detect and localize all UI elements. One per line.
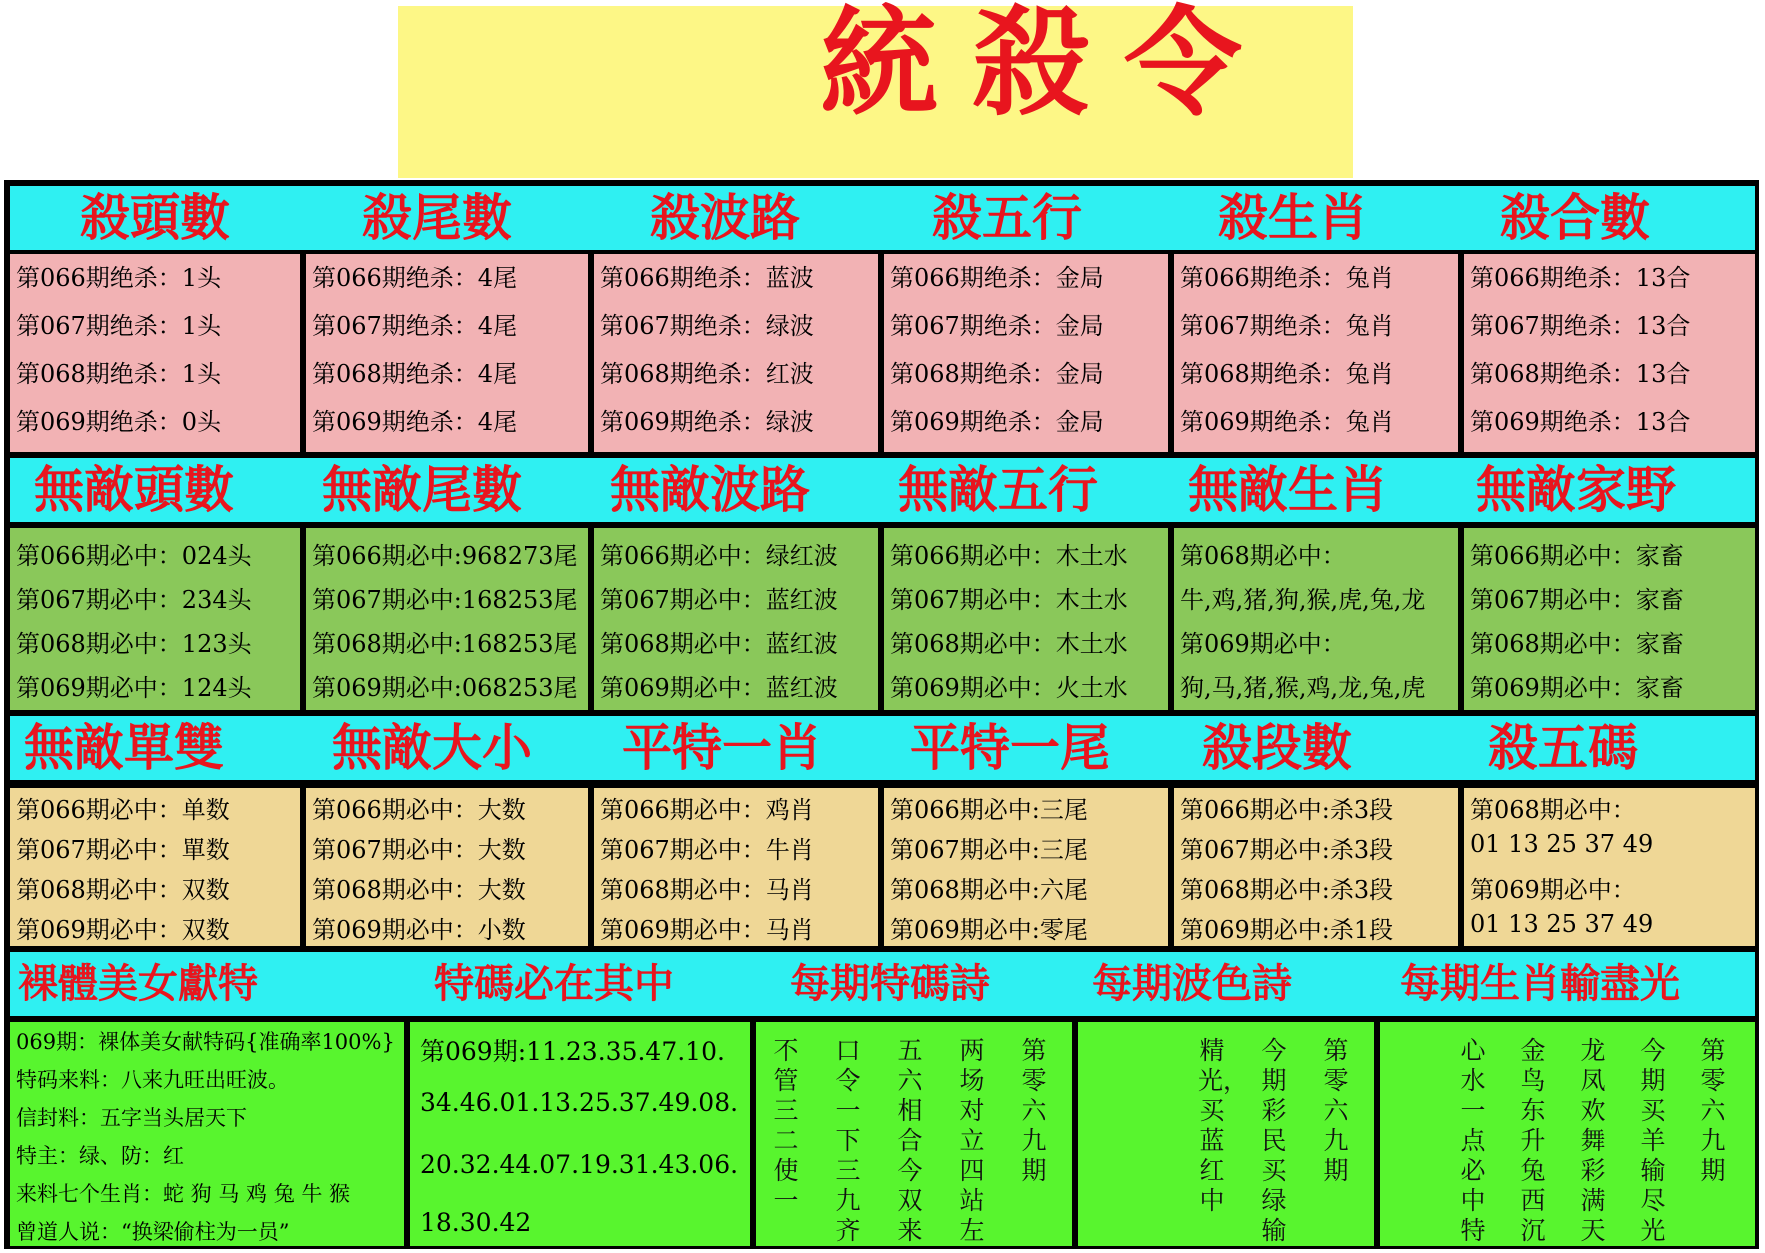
- entry-line: 第069期绝杀：兔肖: [1180, 408, 1394, 436]
- row1-header: [10, 186, 1755, 250]
- numbers-line: 18.30.42: [420, 1208, 532, 1237]
- beauty-panel: [10, 1022, 404, 1246]
- entry-line: 第069期必中：小数: [312, 916, 526, 944]
- numbers-line: 34.46.01.13.25.37.49.08.: [420, 1088, 739, 1117]
- beauty-line: 069期：裸体美女献特码{准确率100%}: [16, 1030, 395, 1054]
- entry-line: 第069期必中：: [1470, 876, 1636, 904]
- header-zodiac-poem: 每期生肖輸盡光: [1400, 961, 1680, 1007]
- header-kill-element: 殺五行: [932, 189, 1082, 247]
- big-small-cell: [306, 788, 588, 946]
- entry-line: 第069期必中：火土水: [890, 674, 1128, 702]
- poem-column: 五六相合今双来: [897, 1036, 923, 1245]
- entry-line: 第066期必中：木土水: [890, 542, 1128, 570]
- entry-line: 第067期必中：木土水: [890, 586, 1128, 614]
- entry-line: 第068期必中：双数: [16, 876, 230, 904]
- entry-line: 第068期必中：: [1180, 542, 1346, 570]
- header-tail: 無敵尾數: [322, 461, 522, 519]
- poem-column: 金鸟东升兔西沉: [1520, 1036, 1546, 1245]
- entry-line: 第066期必中：大数: [312, 796, 526, 824]
- entry-line: 第067期绝杀：1头: [16, 312, 222, 340]
- kill-sum-cell: [1464, 254, 1755, 452]
- header-zodiac: 無敵生肖: [1188, 461, 1388, 519]
- entry-line: 第066期绝杀：1头: [16, 264, 222, 292]
- entry-line: 第067期必中:杀3段: [1180, 836, 1394, 864]
- beauty-line: 特主：绿、防：红: [16, 1144, 184, 1168]
- page-title: 統殺令: [820, 0, 1277, 132]
- entry-line: 第067期必中：蓝红波: [600, 586, 838, 614]
- beauty-line: 特码来料：八来九旺出旺波。: [16, 1068, 289, 1092]
- entry-line: 第066期绝杀：兔肖: [1180, 264, 1394, 292]
- header-head: 無敵頭數: [34, 461, 234, 519]
- wave-poem-panel: [1078, 1022, 1374, 1246]
- entry-line: 第069期绝杀：0头: [16, 408, 222, 436]
- head-cell: [10, 528, 300, 710]
- entry-line: 第067期必中：牛肖: [600, 836, 814, 864]
- header-flat-tail: 平特一尾: [910, 719, 1110, 777]
- entry-line: 第069期必中：蓝红波: [600, 674, 838, 702]
- entry-line: 第066期绝杀：4尾: [312, 264, 518, 292]
- entry-line: 第068期绝杀：13合: [1470, 360, 1691, 388]
- entry-line: 第068期绝杀：红波: [600, 360, 814, 388]
- poem-column: 两场对立四站左: [959, 1036, 985, 1245]
- odd-even-cell: [10, 788, 300, 946]
- numbers-line: 20.32.44.07.19.31.43.06.: [420, 1150, 739, 1179]
- kill-zodiac-cell: [1174, 254, 1458, 452]
- element-cell: [884, 528, 1168, 710]
- entry-line: 第067期必中:三尾: [890, 836, 1088, 864]
- entry-line: 第066期绝杀：13合: [1470, 264, 1691, 292]
- entry-line: 第067期绝杀：绿波: [600, 312, 814, 340]
- entry-line: 第067期绝杀：4尾: [312, 312, 518, 340]
- entry-line: 01 13 25 37 49: [1470, 910, 1654, 938]
- numbers-line: 第069期:11.23.35.47.10.: [420, 1037, 725, 1066]
- kill-head-cell: [10, 254, 300, 452]
- entry-line: 第067期绝杀：兔肖: [1180, 312, 1394, 340]
- header-kill-head: 殺頭數: [80, 189, 230, 247]
- entry-line: 第067期绝杀：金局: [890, 312, 1104, 340]
- poem-column: 口令一下三九齐: [835, 1036, 861, 1245]
- poem-column: 第零六九期: [1700, 1036, 1726, 1185]
- entry-line: 第066期必中：024头: [16, 542, 252, 570]
- beauty-line: 曾道人说：“换梁偷柱为一员”: [16, 1220, 290, 1244]
- entry-line: 第069期必中:杀1段: [1180, 916, 1394, 944]
- entry-line: 第068期绝杀：金局: [890, 360, 1104, 388]
- wave-cell: [594, 528, 878, 710]
- header-beauty: 裸體美女獻特: [18, 961, 258, 1007]
- entry-line: 第069期绝杀：金局: [890, 408, 1104, 436]
- entry-line: 第069期必中：马肖: [600, 916, 814, 944]
- tail-cell: [306, 528, 588, 710]
- kill-element-cell: [884, 254, 1168, 452]
- entry-line: 第067期必中：單数: [16, 836, 230, 864]
- entry-line: 第066期必中：单数: [16, 796, 230, 824]
- header-kill-sum: 殺合數: [1500, 189, 1650, 247]
- entry-line: 第066期必中:三尾: [890, 796, 1088, 824]
- kill-tail-cell: [306, 254, 588, 452]
- entry-line: 01 13 25 37 49: [1470, 830, 1654, 858]
- header-kill-zodiac: 殺生肖: [1218, 189, 1368, 247]
- domestic-wild-cell: [1464, 528, 1755, 710]
- header-wave-poem: 每期波色詩: [1092, 961, 1292, 1007]
- entry-line: 第068期必中：马肖: [600, 876, 814, 904]
- entry-line: 第066期必中：鸡肖: [600, 796, 814, 824]
- poem-column: 今期彩民买绿输: [1261, 1036, 1287, 1245]
- header-kill-wave: 殺波路: [650, 189, 800, 247]
- entry-line: 第068期必中：123头: [16, 630, 252, 658]
- entry-line: 第069期必中：: [1180, 630, 1346, 658]
- entry-line: 第069期绝杀：13合: [1470, 408, 1691, 436]
- beauty-line: 来料七个生肖：蛇 狗 马 鸡 兔 牛 猴: [16, 1182, 351, 1206]
- poem-column: 精光，买蓝红中: [1198, 1036, 1249, 1215]
- header-numbers: 特碼必在其中: [434, 961, 674, 1007]
- entry-line: 第067期必中：大数: [312, 836, 526, 864]
- entry-line: 第068期绝杀：1头: [16, 360, 222, 388]
- kill-section-cell: [1174, 788, 1458, 946]
- entry-line: 第066期必中：家畜: [1470, 542, 1684, 570]
- entry-line: 第067期绝杀：13合: [1470, 312, 1691, 340]
- entry-line: 第068期绝杀：兔肖: [1180, 360, 1394, 388]
- header-wave: 無敵波路: [610, 461, 810, 519]
- entry-line: 第066期绝杀：蓝波: [600, 264, 814, 292]
- header-kill-section: 殺段數: [1202, 719, 1352, 777]
- kill-wave-cell: [594, 254, 878, 452]
- header-flat-zodiac: 平特一肖: [622, 719, 822, 777]
- entry-line: 第066期必中:968273尾: [312, 542, 578, 570]
- entry-line: 第068期必中：木土水: [890, 630, 1128, 658]
- poem-column: 心水一点必中特: [1460, 1036, 1486, 1245]
- entry-line: 狗,马,猪,猴,鸡,龙,兔,虎: [1180, 674, 1426, 702]
- entry-line: 第069期必中：双数: [16, 916, 230, 944]
- entry-line: 第066期绝杀：金局: [890, 264, 1104, 292]
- entry-line: 第069期必中:068253尾: [312, 674, 578, 702]
- poem-column: 龙凤欢舞彩满天: [1580, 1036, 1606, 1245]
- row2-header: [10, 458, 1755, 522]
- entry-line: 第067期必中：家畜: [1470, 586, 1684, 614]
- entry-line: 第068期必中：: [1470, 796, 1636, 824]
- zodiac-poem-panel: [1380, 1022, 1755, 1246]
- poem-column: 第零六九期: [1323, 1036, 1349, 1185]
- row3-header: [10, 716, 1755, 780]
- zodiac-cell: [1174, 528, 1458, 710]
- number-poem-panel: [756, 1022, 1072, 1246]
- entry-line: 牛,鸡,猪,狗,猴,虎,兔,龙: [1180, 586, 1426, 614]
- entry-line: 第069期必中：家畜: [1470, 674, 1684, 702]
- entry-line: 第066期必中：绿红波: [600, 542, 838, 570]
- poem-column: 不管三二使一: [773, 1036, 799, 1215]
- entry-line: 第069期必中：124头: [16, 674, 252, 702]
- entry-line: 第068期绝杀：4尾: [312, 360, 518, 388]
- row4-header: [10, 952, 1755, 1016]
- header-big-small: 無敵大小: [332, 719, 532, 777]
- header-kill-five: 殺五碼: [1488, 719, 1638, 777]
- entry-line: 第068期必中：家畜: [1470, 630, 1684, 658]
- entry-line: 第068期必中:六尾: [890, 876, 1088, 904]
- header-element: 無敵五行: [898, 461, 1098, 519]
- beauty-line: 信封料：五字当头居天下: [16, 1106, 247, 1130]
- entry-line: 第069期绝杀：绿波: [600, 408, 814, 436]
- entry-line: 第069期必中:零尾: [890, 916, 1088, 944]
- numbers-panel: [410, 1022, 750, 1246]
- header-number-poem: 每期特碼詩: [790, 961, 990, 1007]
- entry-line: 第068期必中：蓝红波: [600, 630, 838, 658]
- entry-line: 第067期必中：234头: [16, 586, 252, 614]
- header-odd-even: 無敵單雙: [24, 719, 224, 777]
- header-domestic-wild: 無敵家野: [1476, 461, 1676, 519]
- entry-line: 第068期必中:杀3段: [1180, 876, 1394, 904]
- entry-line: 第066期必中:杀3段: [1180, 796, 1394, 824]
- poem-column: 第零六九期: [1021, 1036, 1047, 1185]
- flat-tail-cell: [884, 788, 1168, 946]
- entry-line: 第068期必中:168253尾: [312, 630, 578, 658]
- kill-five-cell: [1464, 788, 1755, 946]
- entry-line: 第069期绝杀：4尾: [312, 408, 518, 436]
- header-kill-tail: 殺尾數: [362, 189, 512, 247]
- entry-line: 第068期必中：大数: [312, 876, 526, 904]
- flat-zodiac-cell: [594, 788, 878, 946]
- entry-line: 第067期必中:168253尾: [312, 586, 578, 614]
- poem-column: 今期买羊输尽光: [1640, 1036, 1666, 1245]
